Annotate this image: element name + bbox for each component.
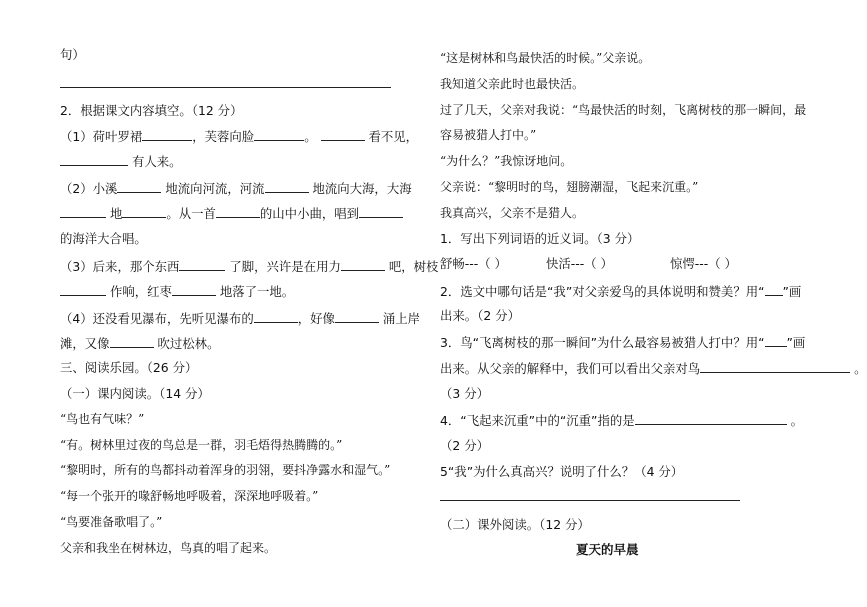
reading-line: “每一个张开的喙舒畅地呼吸着，深深地呼吸着。”: [60, 489, 319, 503]
question-1: 1．写出下列词语的近义词。（3 分）: [440, 231, 640, 246]
continued-text: 句）: [60, 47, 85, 62]
fill-item-1-cont: 有人来。: [60, 153, 182, 170]
reading-line: “这是树林和鸟最快活的时候。”父亲说。: [440, 51, 651, 65]
blank-field[interactable]: [60, 205, 106, 218]
section-3-part-2-heading: （二）课外阅读。（12 分）: [440, 517, 590, 532]
blank-field[interactable]: [341, 258, 385, 271]
fill-item-3: （3）后来，那个东西 了脚，兴许是在用力 吧，树枝: [60, 259, 439, 274]
fill-item-1: （1）荷叶罗裙 ，芙蓉向脸 。 看不见，: [60, 129, 419, 144]
blank-field[interactable]: [216, 205, 260, 218]
blank-field[interactable]: [765, 283, 783, 296]
blank-field[interactable]: [359, 205, 403, 218]
fill-item-2: （2）小溪 地流向河流，河流 地流向大海，大海: [60, 181, 412, 196]
blank-field[interactable]: [179, 258, 225, 271]
blank-field[interactable]: [142, 128, 192, 141]
answer-line: [440, 500, 740, 501]
question-3-score: （3 分）: [440, 386, 489, 401]
reading-line: 容易被猎人打中。”: [440, 128, 537, 142]
fill-item-3-cont: 作响，红枣 地落了一地。: [60, 283, 294, 300]
section-3-part-1-heading: （一）课内阅读。（14 分）: [60, 386, 210, 401]
blank-field[interactable]: [254, 310, 298, 323]
passage-title: 夏天的早晨: [576, 542, 639, 557]
reading-line: “有。树林里过夜的鸟总是一群，羽毛焐得热腾腾的。”: [60, 438, 343, 452]
question-3-cont: 出来。从父亲的解释中，我们可以看出父亲对鸟 。: [440, 361, 867, 376]
reading-line: 父亲说：“黎明时的鸟，翅膀潮湿，飞起来沉重。”: [440, 180, 699, 194]
question-2: 2．选文中哪句话是“我”对父亲爱鸟的具体说明和赞美？用“ ”画: [440, 284, 802, 299]
fill-item-4: （4）还没看见瀑布，先听见瀑布的 ，好像 涌上岸: [60, 311, 421, 326]
blank-field[interactable]: [60, 283, 106, 296]
reading-line: “鸟也有气味？”: [60, 412, 145, 426]
reading-line: 过了几天，父亲对我说：“鸟最快活的时刻，飞离树枝的那一瞬间，最: [440, 103, 807, 117]
synonym-item: 舒畅---（ ）: [440, 256, 507, 271]
fill-item-2-end: 的海洋大合唱。: [60, 231, 147, 246]
reading-line: 父亲和我坐在树林边，鸟真的唱了起来。: [60, 541, 277, 555]
blank-field[interactable]: [254, 128, 304, 141]
question-5: 5“我”为什么真高兴？说明了什么？（4 分）: [440, 464, 684, 479]
blank-field[interactable]: [122, 205, 166, 218]
blank-field[interactable]: [60, 153, 128, 166]
blank-field[interactable]: [335, 310, 379, 323]
fill-item-4-cont: 滩，又像 吹过松林。: [60, 336, 220, 351]
reading-line: “黎明时，所有的鸟都抖动着浑身的羽翎，要抖净露水和湿气。”: [60, 463, 391, 477]
answer-line: [60, 87, 391, 88]
question-2-heading: 2．根据课文内容填空。（12 分）: [60, 103, 243, 118]
blank-field[interactable]: [635, 412, 787, 425]
blank-field[interactable]: [700, 360, 850, 373]
question-3: 3．鸟“飞离树枝的那一瞬间”为什么最容易被猎人打中？用“ ”画: [440, 335, 806, 350]
question-4: 4．“飞起来沉重”中的“沉重”指的是 。: [440, 413, 803, 428]
blank-field[interactable]: [765, 334, 787, 347]
question-2-cont: 出来。（2 分）: [440, 308, 520, 323]
blank-field[interactable]: [172, 283, 216, 296]
reading-line: “鸟要准备歌唱了。”: [60, 515, 163, 529]
reading-line: 我真高兴，父亲不是猎人。: [440, 206, 585, 220]
blank-field[interactable]: [321, 128, 365, 141]
blank-field[interactable]: [110, 335, 154, 348]
reading-line: 我知道父亲此时也最快活。: [440, 77, 585, 91]
reading-line: “为什么？”我惊讶地问。: [440, 154, 573, 168]
blank-field[interactable]: [117, 180, 161, 193]
synonym-item: 快活---（ ）: [546, 256, 613, 271]
section-3-heading: 三、阅读乐园。（26 分）: [60, 360, 198, 375]
fill-item-2-cont: 地 。从一首 的山中小曲，唱到: [60, 205, 403, 222]
synonym-item: 惊愕---（ ）: [670, 256, 737, 271]
blank-field[interactable]: [265, 180, 309, 193]
question-4-score: （2 分）: [440, 438, 489, 453]
